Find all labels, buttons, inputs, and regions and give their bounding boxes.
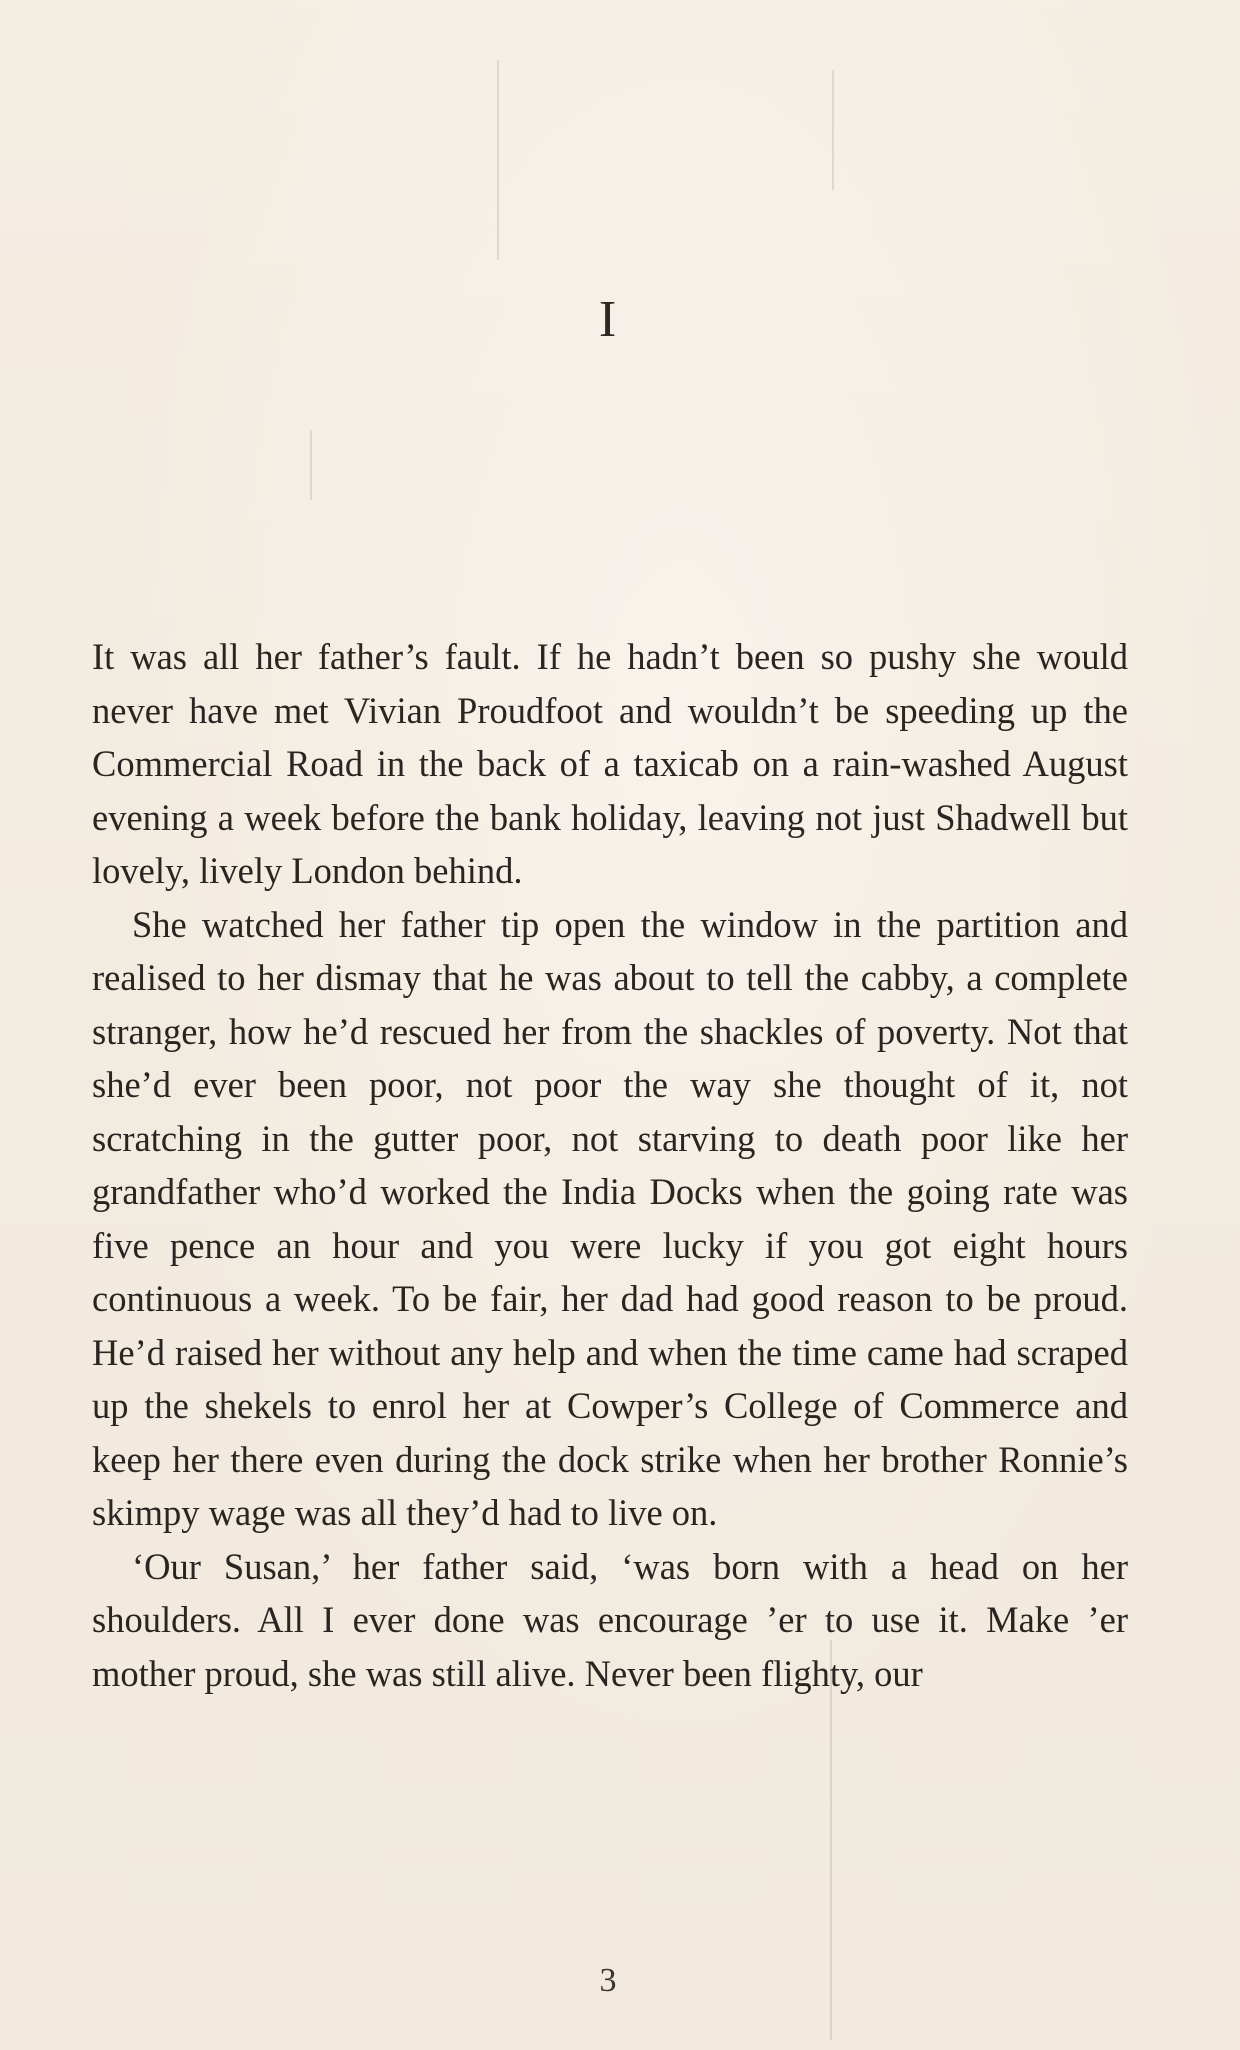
- page-crease-mark: [310, 430, 312, 500]
- paragraph: She watched her father tip open the window in the partition and realised to her dismay that he was about to tell the cabby, a complete stranger, how he’d rescued her from the shackles of poverty. Not that she’d ever been poor, not poor the way she thought of it, not scratching in the gutter poor, not starving to death poor like her grandfather who’d worked the India Docks when the going rate was five pence an hour and you were lucky if you got eight hours continuous a week. To be fair, her dad had good reason to be proud. He’d raised her without any help and when the time came had scraped up the shekels to enrol her at Cowper’s College of Commerce and keep her there even during the dock strike when her brother Ronnie’s skimpy wage was all they’d had to live on.: [92, 903, 1128, 1533]
- chapter-body: [92, 630, 1128, 1700]
- paragraph: ‘Our Susan,’ her father said, ‘was born with a head on her shoulders. All I ever done was encourage ’er to use it. Make ’er mother proud, she was still alive. Never been flighty, our: [92, 1545, 1128, 1694]
- chapter-number: I: [598, 291, 618, 348]
- page-number: 3: [599, 1962, 617, 1999]
- paragraph: It was all her father’s fault. If he hadn’t been so pushy she would never have met Vivian Proudfoot and wouldn’t be speeding up the Commercial Road in the back of a taxicab on a rain-washed August evening a week before the bank holiday, leaving not just Shadwell but lovely, lively London behind.: [92, 636, 1128, 891]
- page-crease-mark: [497, 60, 499, 260]
- page-crease-mark: [832, 70, 834, 190]
